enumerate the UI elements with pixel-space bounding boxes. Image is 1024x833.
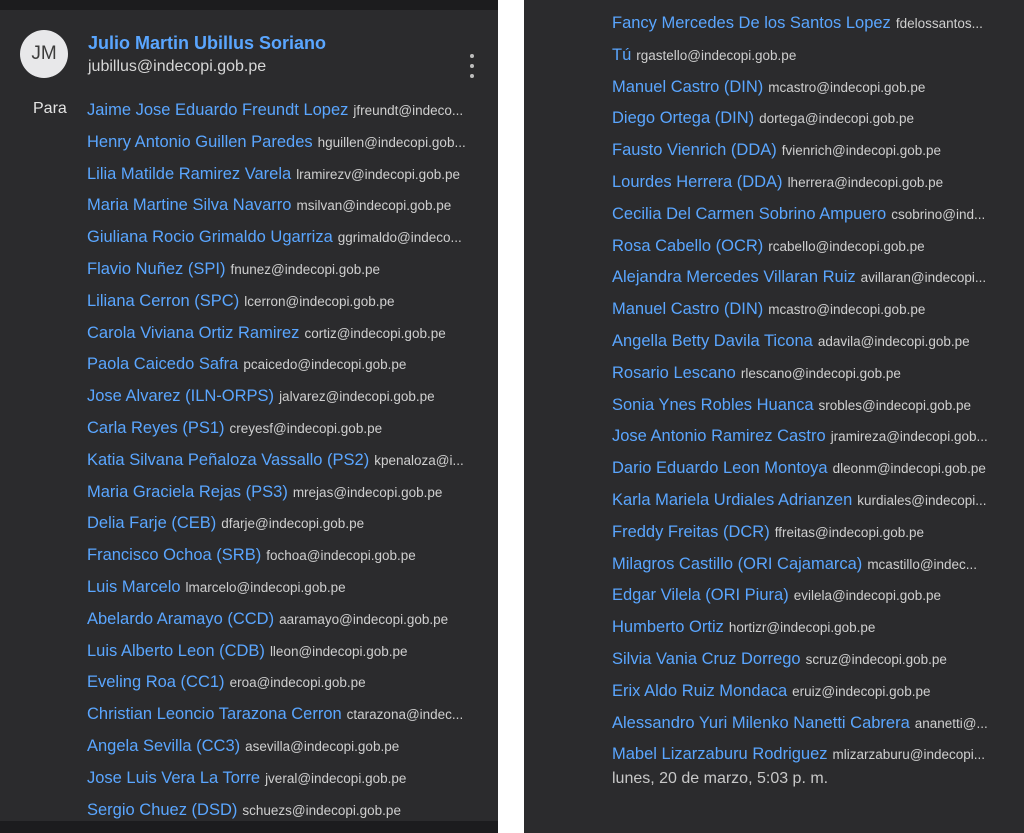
recipient-row[interactable] xyxy=(612,390,1004,422)
recipient-name[interactable]: Maria Martine Silva Navarro xyxy=(87,196,292,215)
recipient-name[interactable]: Lilia Matilde Ramirez Varela xyxy=(87,164,292,183)
recipient-email: lcerron@indecopi.gob.pe xyxy=(244,293,395,309)
recipient-email: fnunez@indecopi.gob.pe xyxy=(230,261,381,277)
recipient-name[interactable]: Luis Alberto Leon (CDB) xyxy=(87,641,265,660)
recipient-row[interactable] xyxy=(612,580,1004,612)
recipient-row[interactable] xyxy=(87,667,482,699)
recipient-email: mrejas@indecopi.gob.pe xyxy=(292,484,443,500)
recipient-row[interactable] xyxy=(612,739,1004,771)
recipient-row[interactable] xyxy=(87,318,482,350)
recipient-row[interactable] xyxy=(612,199,1004,231)
recipient-email: cortiz@indecopi.gob.pe xyxy=(304,325,446,341)
recipient-email: ffreitas@indecopi.gob.pe xyxy=(774,524,924,540)
recipient-name[interactable]: Liliana Cerron (SPC) xyxy=(87,291,240,310)
recipient-row[interactable] xyxy=(87,508,482,540)
recipient-row[interactable] xyxy=(612,549,1004,581)
recipient-row[interactable] xyxy=(612,485,1004,517)
recipient-name[interactable]: Karla Mariela Urdiales Adrianzen xyxy=(612,490,853,509)
recipient-name[interactable]: Fancy Mercedes De los Santos Lopez xyxy=(612,14,891,32)
recipient-email: jfreundt@indeco... xyxy=(353,103,464,118)
sender-email: jubillus@indecopi.gob.pe xyxy=(88,58,267,75)
recipient-row[interactable] xyxy=(87,349,482,381)
recipient-email: mcastro@indecopi.gob.pe xyxy=(768,302,926,318)
recipient-email: ctarazona@indec... xyxy=(346,707,464,723)
recipient-row[interactable] xyxy=(612,612,1004,644)
recipient-name[interactable]: Giuliana Rocio Grimaldo Ugarriza xyxy=(87,228,333,247)
recipient-row[interactable] xyxy=(87,222,482,254)
recipient-row[interactable] xyxy=(87,286,482,318)
recipient-email: lramirezv@indecopi.gob.pe xyxy=(296,166,460,182)
bottom-edge xyxy=(0,821,498,833)
recipient-name[interactable]: Edgar Vilela (ORI Piura) xyxy=(612,586,789,605)
recipient-row[interactable] xyxy=(612,421,1004,453)
recipient-email: jramireza@indecopi.gob... xyxy=(830,429,988,445)
recipient-email: csobrino@ind... xyxy=(891,206,986,222)
recipient-email: srobles@indecopi.gob.pe xyxy=(818,397,972,413)
recipient-row[interactable] xyxy=(612,8,1004,40)
recipient-email: lleon@indecopi.gob.pe xyxy=(269,643,408,659)
recipient-name[interactable]: Humberto Ortiz xyxy=(612,618,724,637)
recipient-name[interactable]: Rosa Cabello (OCR) xyxy=(612,236,764,255)
recipient-email: mlizarzaburu@indecopi... xyxy=(832,747,986,763)
recipient-row[interactable] xyxy=(612,517,1004,549)
recipient-email: lherrera@indecopi.gob.pe xyxy=(787,174,944,190)
recipient-row[interactable] xyxy=(87,254,482,286)
recipient-name[interactable]: Katia Silvana Peñaloza Vassallo (PS2) xyxy=(87,450,370,469)
recipient-name[interactable]: Erix Aldo Ruiz Mondaca xyxy=(612,681,788,700)
recipient-email: dortega@indecopi.gob.pe xyxy=(759,111,914,127)
recipient-row[interactable] xyxy=(87,477,482,509)
to-label: Para xyxy=(33,100,67,117)
recipient-email: fdelossantos... xyxy=(895,16,983,31)
recipient-email: fochoa@indecopi.gob.pe xyxy=(266,548,416,564)
recipient-email: scruz@indecopi.gob.pe xyxy=(805,651,947,667)
recipient-name[interactable]: Lourdes Herrera (DDA) xyxy=(612,172,783,191)
recipient-name[interactable]: Sonia Ynes Robles Huanca xyxy=(612,395,814,414)
recipient-name[interactable]: Freddy Freitas (DCR) xyxy=(612,522,770,541)
recipient-name[interactable]: Luis Marcelo xyxy=(87,577,181,596)
recipient-row[interactable] xyxy=(87,159,482,191)
recipient-name[interactable]: Jaime Jose Eduardo Freundt Lopez xyxy=(87,101,349,119)
recipient-name[interactable]: Dario Eduardo Leon Montoya xyxy=(612,459,828,478)
recipient-name[interactable]: Alejandra Mercedes Villaran Ruiz xyxy=(612,268,856,287)
top-edge xyxy=(0,0,498,10)
recipient-email: evilela@indecopi.gob.pe xyxy=(793,588,941,604)
recipient-email: pcaicedo@indecopi.gob.pe xyxy=(243,357,407,373)
recipient-email: kurdiales@indecopi... xyxy=(857,492,987,508)
recipient-email: creyesf@indecopi.gob.pe xyxy=(229,420,383,436)
recipient-name[interactable]: Alessandro Yuri Milenko Nanetti Cabrera xyxy=(612,713,910,732)
recipient-email: asevilla@indecopi.gob.pe xyxy=(245,738,400,754)
sender-name[interactable]: Julio Martin Ubillus Soriano xyxy=(88,33,327,53)
recipient-email: ggrimaldo@indeco... xyxy=(337,230,462,246)
recipient-email: eruiz@indecopi.gob.pe xyxy=(792,683,931,699)
recipient-name[interactable]: Henry Antonio Guillen Paredes xyxy=(87,132,313,151)
email-header-panel-left xyxy=(0,0,498,833)
recipient-email: avillaran@indecopi... xyxy=(860,270,987,286)
email-header-panel-right xyxy=(524,0,1024,833)
recipient-email: adavila@indecopi.gob.pe xyxy=(817,333,970,349)
recipient-name[interactable]: Christian Leoncio Tarazona Cerron xyxy=(87,705,342,724)
recipient-name[interactable]: Francisco Ochoa (SRB) xyxy=(87,546,262,565)
recipient-name[interactable]: Carla Reyes (PS1) xyxy=(87,418,225,437)
recipient-row[interactable] xyxy=(87,604,482,636)
recipient-row[interactable] xyxy=(612,167,1004,199)
recipient-email: rgastello@indecopi.gob.pe xyxy=(636,47,797,63)
recipient-row[interactable] xyxy=(87,95,482,127)
recipient-name[interactable]: Rosario Lescano xyxy=(612,363,736,382)
recipient-name[interactable]: Manuel Castro (DIN) xyxy=(612,77,764,96)
recipient-row[interactable] xyxy=(612,103,1004,135)
recipient-row[interactable] xyxy=(87,699,482,731)
recipient-row[interactable] xyxy=(612,326,1004,358)
more-options-icon[interactable] xyxy=(462,52,482,80)
recipient-email: fvienrich@indecopi.gob.pe xyxy=(781,143,942,159)
recipient-email: kpenaloza@i... xyxy=(374,452,464,468)
recipient-email: hguillen@indecopi.gob... xyxy=(317,134,466,150)
recipient-row[interactable] xyxy=(87,731,482,763)
recipient-email: mcastillo@indec... xyxy=(867,556,978,572)
recipient-email: rcabello@indecopi.gob.pe xyxy=(768,238,925,254)
recipient-row[interactable] xyxy=(612,708,1004,740)
recipient-name[interactable]: Abelardo Aramayo (CCD) xyxy=(87,609,275,628)
recipient-name[interactable]: Diego Ortega (DIN) xyxy=(612,109,755,128)
recipient-row[interactable] xyxy=(87,381,482,413)
recipient-row[interactable] xyxy=(612,72,1004,104)
recipient-email: rlescano@indecopi.gob.pe xyxy=(740,365,901,381)
recipient-name[interactable]: Sergio Chuez (DSD) xyxy=(87,800,238,819)
recipient-email: jalvarez@indecopi.gob.pe xyxy=(279,389,435,405)
recipient-row[interactable] xyxy=(612,453,1004,485)
recipient-row[interactable] xyxy=(612,294,1004,326)
recipient-email: eroa@indecopi.gob.pe xyxy=(229,675,366,691)
recipient-name[interactable]: Eveling Roa (CC1) xyxy=(87,673,225,692)
recipient-name[interactable]: Angela Sevilla (CC3) xyxy=(87,736,241,755)
recipient-name[interactable]: Jose Alvarez (ILN-ORPS) xyxy=(87,387,275,406)
recipient-name[interactable]: Paola Caicedo Safra xyxy=(87,355,239,374)
recipient-row[interactable] xyxy=(612,262,1004,294)
recipient-name[interactable]: Tú xyxy=(612,45,632,64)
recipient-row[interactable] xyxy=(87,190,482,222)
recipient-email: dfarje@indecopi.gob.pe xyxy=(221,516,365,532)
recipient-row[interactable] xyxy=(87,540,482,572)
recipient-row[interactable] xyxy=(612,358,1004,390)
recipient-row[interactable] xyxy=(612,231,1004,263)
recipient-name[interactable]: Jose Antonio Ramirez Castro xyxy=(612,427,826,446)
message-date: lunes, 20 de marzo, 5:03 p. m. xyxy=(612,770,829,787)
recipient-email: dleonm@indecopi.gob.pe xyxy=(832,461,986,477)
recipient-row[interactable] xyxy=(612,676,1004,708)
recipient-name[interactable]: Delia Farje (CEB) xyxy=(87,514,217,533)
recipient-email: schuezs@indecopi.gob.pe xyxy=(242,802,401,818)
recipient-email: jveral@indecopi.gob.pe xyxy=(265,770,407,786)
recipient-list-left xyxy=(87,95,482,826)
recipient-name[interactable]: Mabel Lizarzaburu Rodriguez xyxy=(612,745,828,764)
recipient-row[interactable] xyxy=(87,572,482,604)
recipient-email: aaramayo@indecopi.gob.pe xyxy=(279,611,449,627)
recipient-list-right xyxy=(612,8,1004,771)
recipient-email: hortizr@indecopi.gob.pe xyxy=(728,620,876,636)
recipient-email: mcastro@indecopi.gob.pe xyxy=(768,79,926,95)
recipient-name[interactable]: Maria Graciela Rejas (PS3) xyxy=(87,482,288,501)
recipient-email: lmarcelo@indecopi.gob.pe xyxy=(185,579,346,595)
recipient-name[interactable]: Carola Viviana Ortiz Ramirez xyxy=(87,323,300,342)
recipient-row[interactable] xyxy=(612,135,1004,167)
recipient-row[interactable] xyxy=(87,636,482,668)
recipient-name[interactable]: Flavio Nuñez (SPI) xyxy=(87,259,226,278)
recipient-email: msilvan@indecopi.gob.pe xyxy=(296,198,452,214)
recipient-name[interactable]: Silvia Vania Cruz Dorrego xyxy=(612,649,801,668)
recipient-row[interactable] xyxy=(87,127,482,159)
recipient-name[interactable]: Fausto Vienrich (DDA) xyxy=(612,141,777,160)
recipient-row[interactable] xyxy=(612,40,1004,72)
recipient-name[interactable]: Jose Luis Vera La Torre xyxy=(87,768,261,787)
recipient-row[interactable] xyxy=(612,644,1004,676)
avatar[interactable]: JM xyxy=(20,30,68,78)
recipient-name[interactable]: Milagros Castillo (ORI Cajamarca) xyxy=(612,554,863,573)
recipient-name[interactable]: Cecilia Del Carmen Sobrino Ampuero xyxy=(612,204,887,223)
recipient-name[interactable]: Angella Betty Davila Ticona xyxy=(612,331,813,350)
recipient-row[interactable] xyxy=(87,763,482,795)
recipient-email: ananetti@... xyxy=(914,715,988,731)
recipient-row[interactable] xyxy=(87,413,482,445)
recipient-row[interactable] xyxy=(87,445,482,477)
recipient-name[interactable]: Manuel Castro (DIN) xyxy=(612,300,764,319)
